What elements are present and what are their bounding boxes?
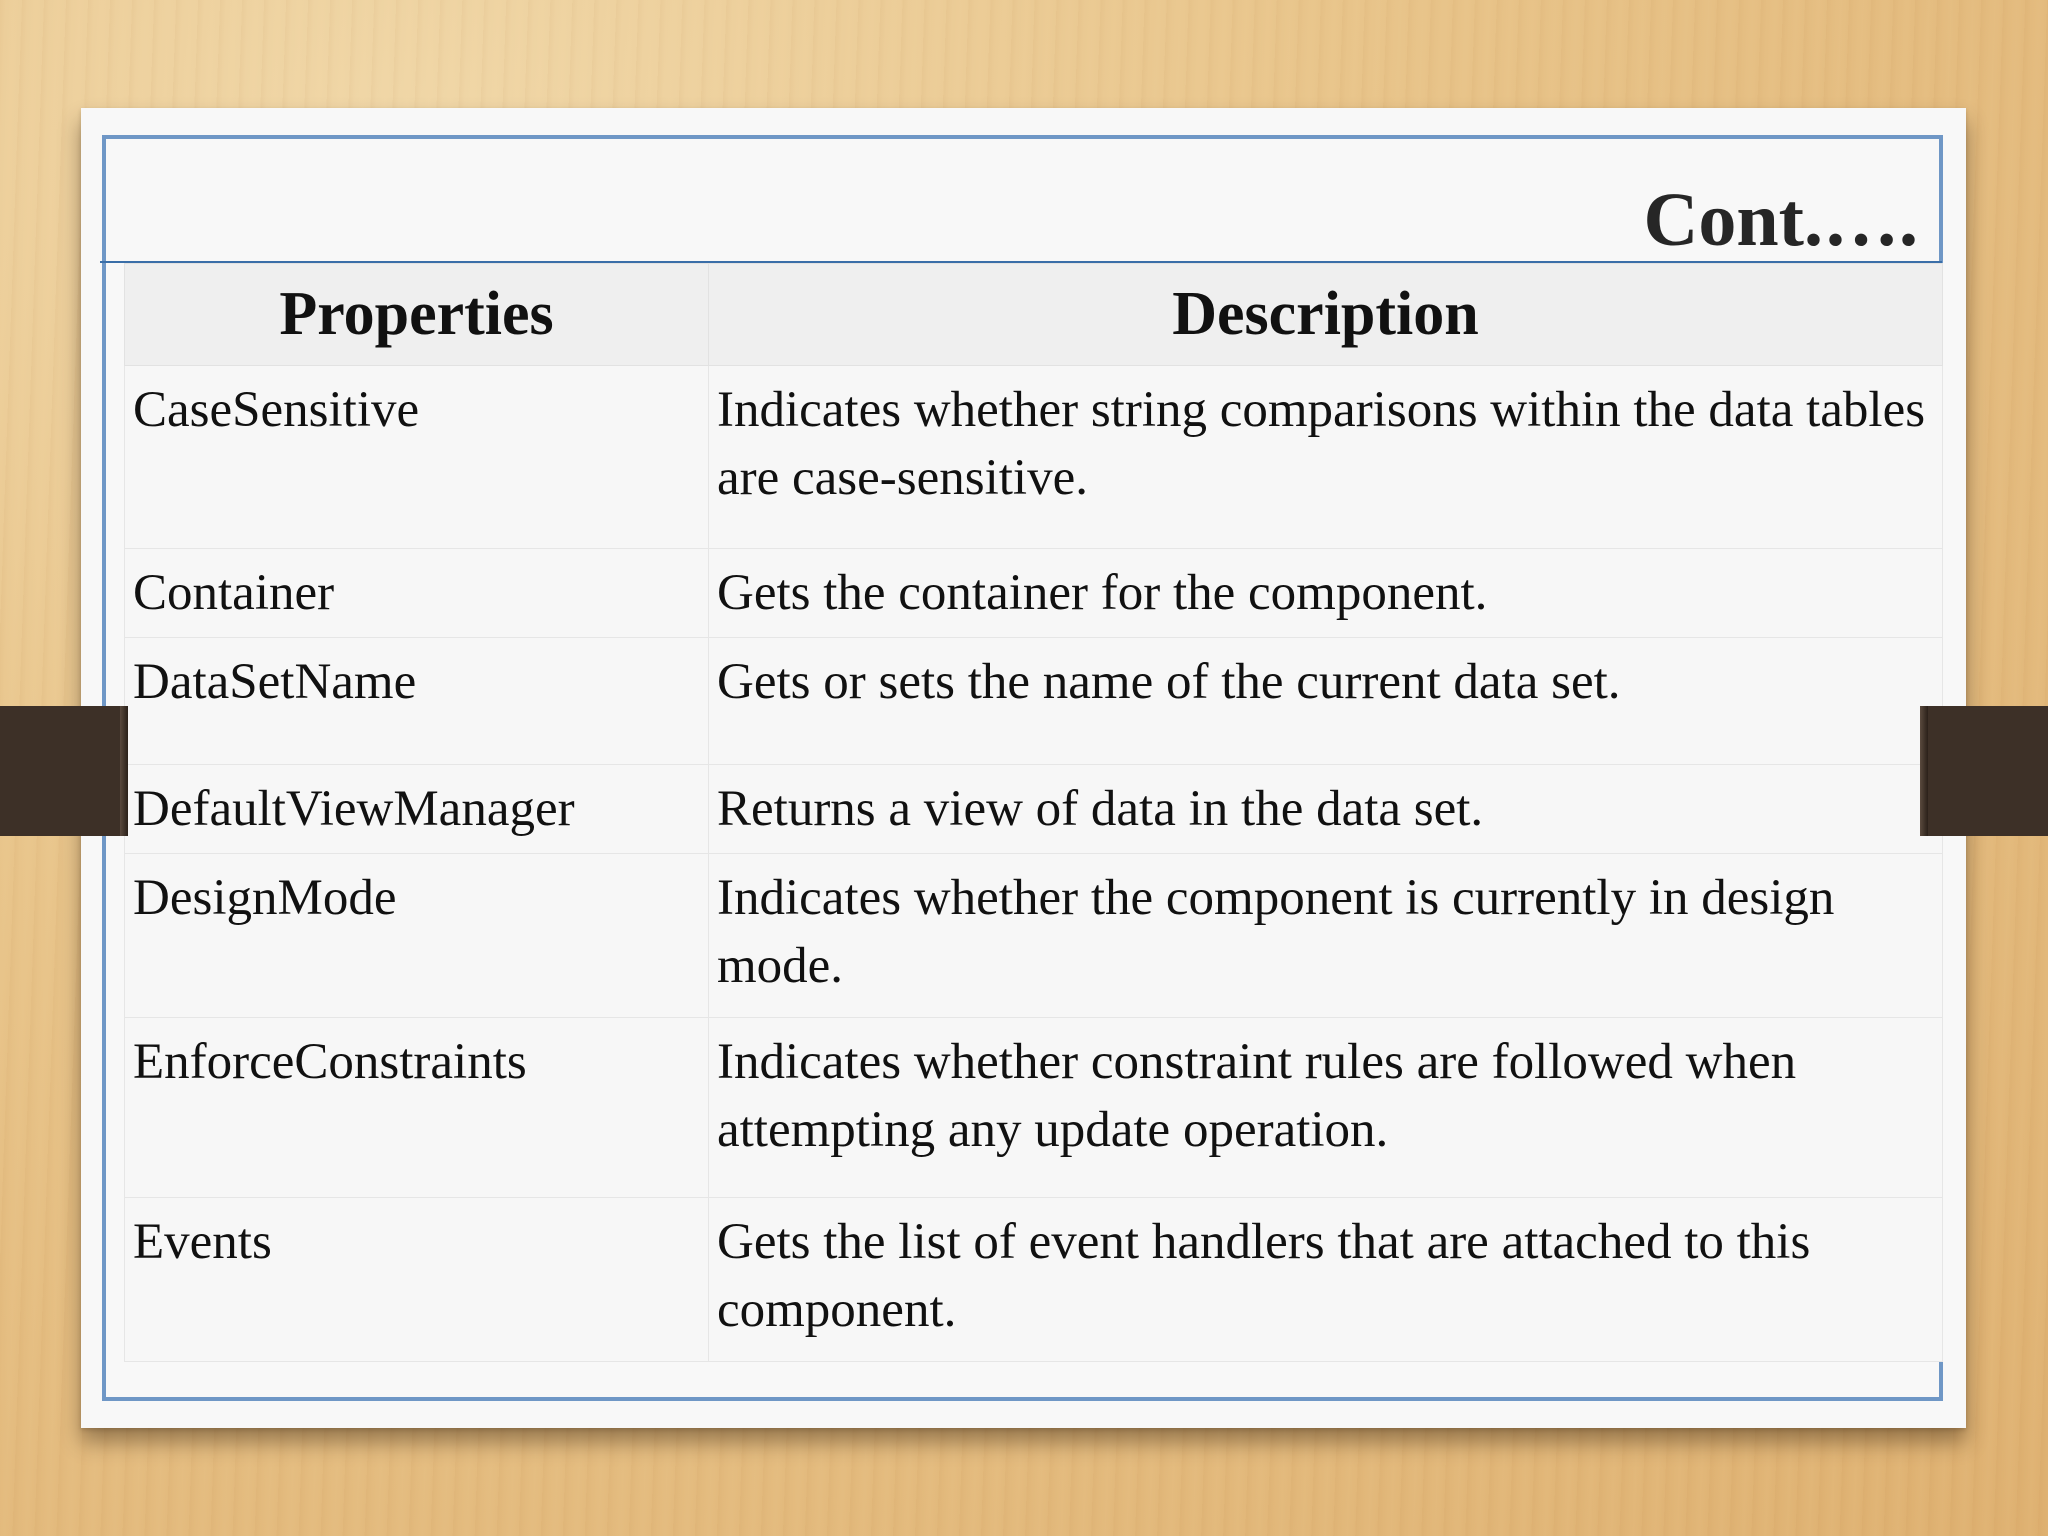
- property-description: Indicates whether the component is currently in design mode.: [709, 854, 1943, 1018]
- table-row: [125, 854, 1943, 1018]
- header-properties: Properties: [125, 264, 709, 366]
- table-row: [125, 549, 1943, 638]
- property-name: DefaultViewManager: [125, 765, 709, 854]
- table-row: [125, 1198, 1943, 1362]
- property-description: Indicates whether constraint rules are followed when attempting any update operation.: [709, 1018, 1943, 1198]
- table-row: [125, 765, 1943, 854]
- table-row: [125, 1018, 1943, 1198]
- property-description: Returns a view of data in the data set.: [709, 765, 1943, 854]
- header-description: Description: [709, 264, 1943, 366]
- property-name: EnforceConstraints: [125, 1018, 709, 1198]
- property-name: CaseSensitive: [125, 366, 709, 549]
- slide-title: Cont.….: [1643, 178, 1918, 262]
- left-clip-edge: [120, 706, 128, 836]
- property-name: Container: [125, 549, 709, 638]
- property-name: DataSetName: [125, 638, 709, 765]
- left-binder-clip: [0, 706, 128, 836]
- property-description: Indicates whether string comparisons within the data tables are case-sensitive.: [709, 366, 1943, 549]
- table-row: [125, 638, 1943, 765]
- right-binder-clip: [1920, 706, 2048, 836]
- property-name: Events: [125, 1198, 709, 1362]
- property-name: DesignMode: [125, 854, 709, 1018]
- table-row: [125, 366, 1943, 549]
- properties-table: [124, 263, 1943, 1362]
- table-header-row: [125, 264, 1943, 366]
- property-description: Gets the container for the component.: [709, 549, 1943, 638]
- property-description: Gets the list of event handlers that are attached to this component.: [709, 1198, 1943, 1362]
- property-description: Gets or sets the name of the current data set.: [709, 638, 1943, 765]
- right-clip-edge: [1920, 706, 1928, 836]
